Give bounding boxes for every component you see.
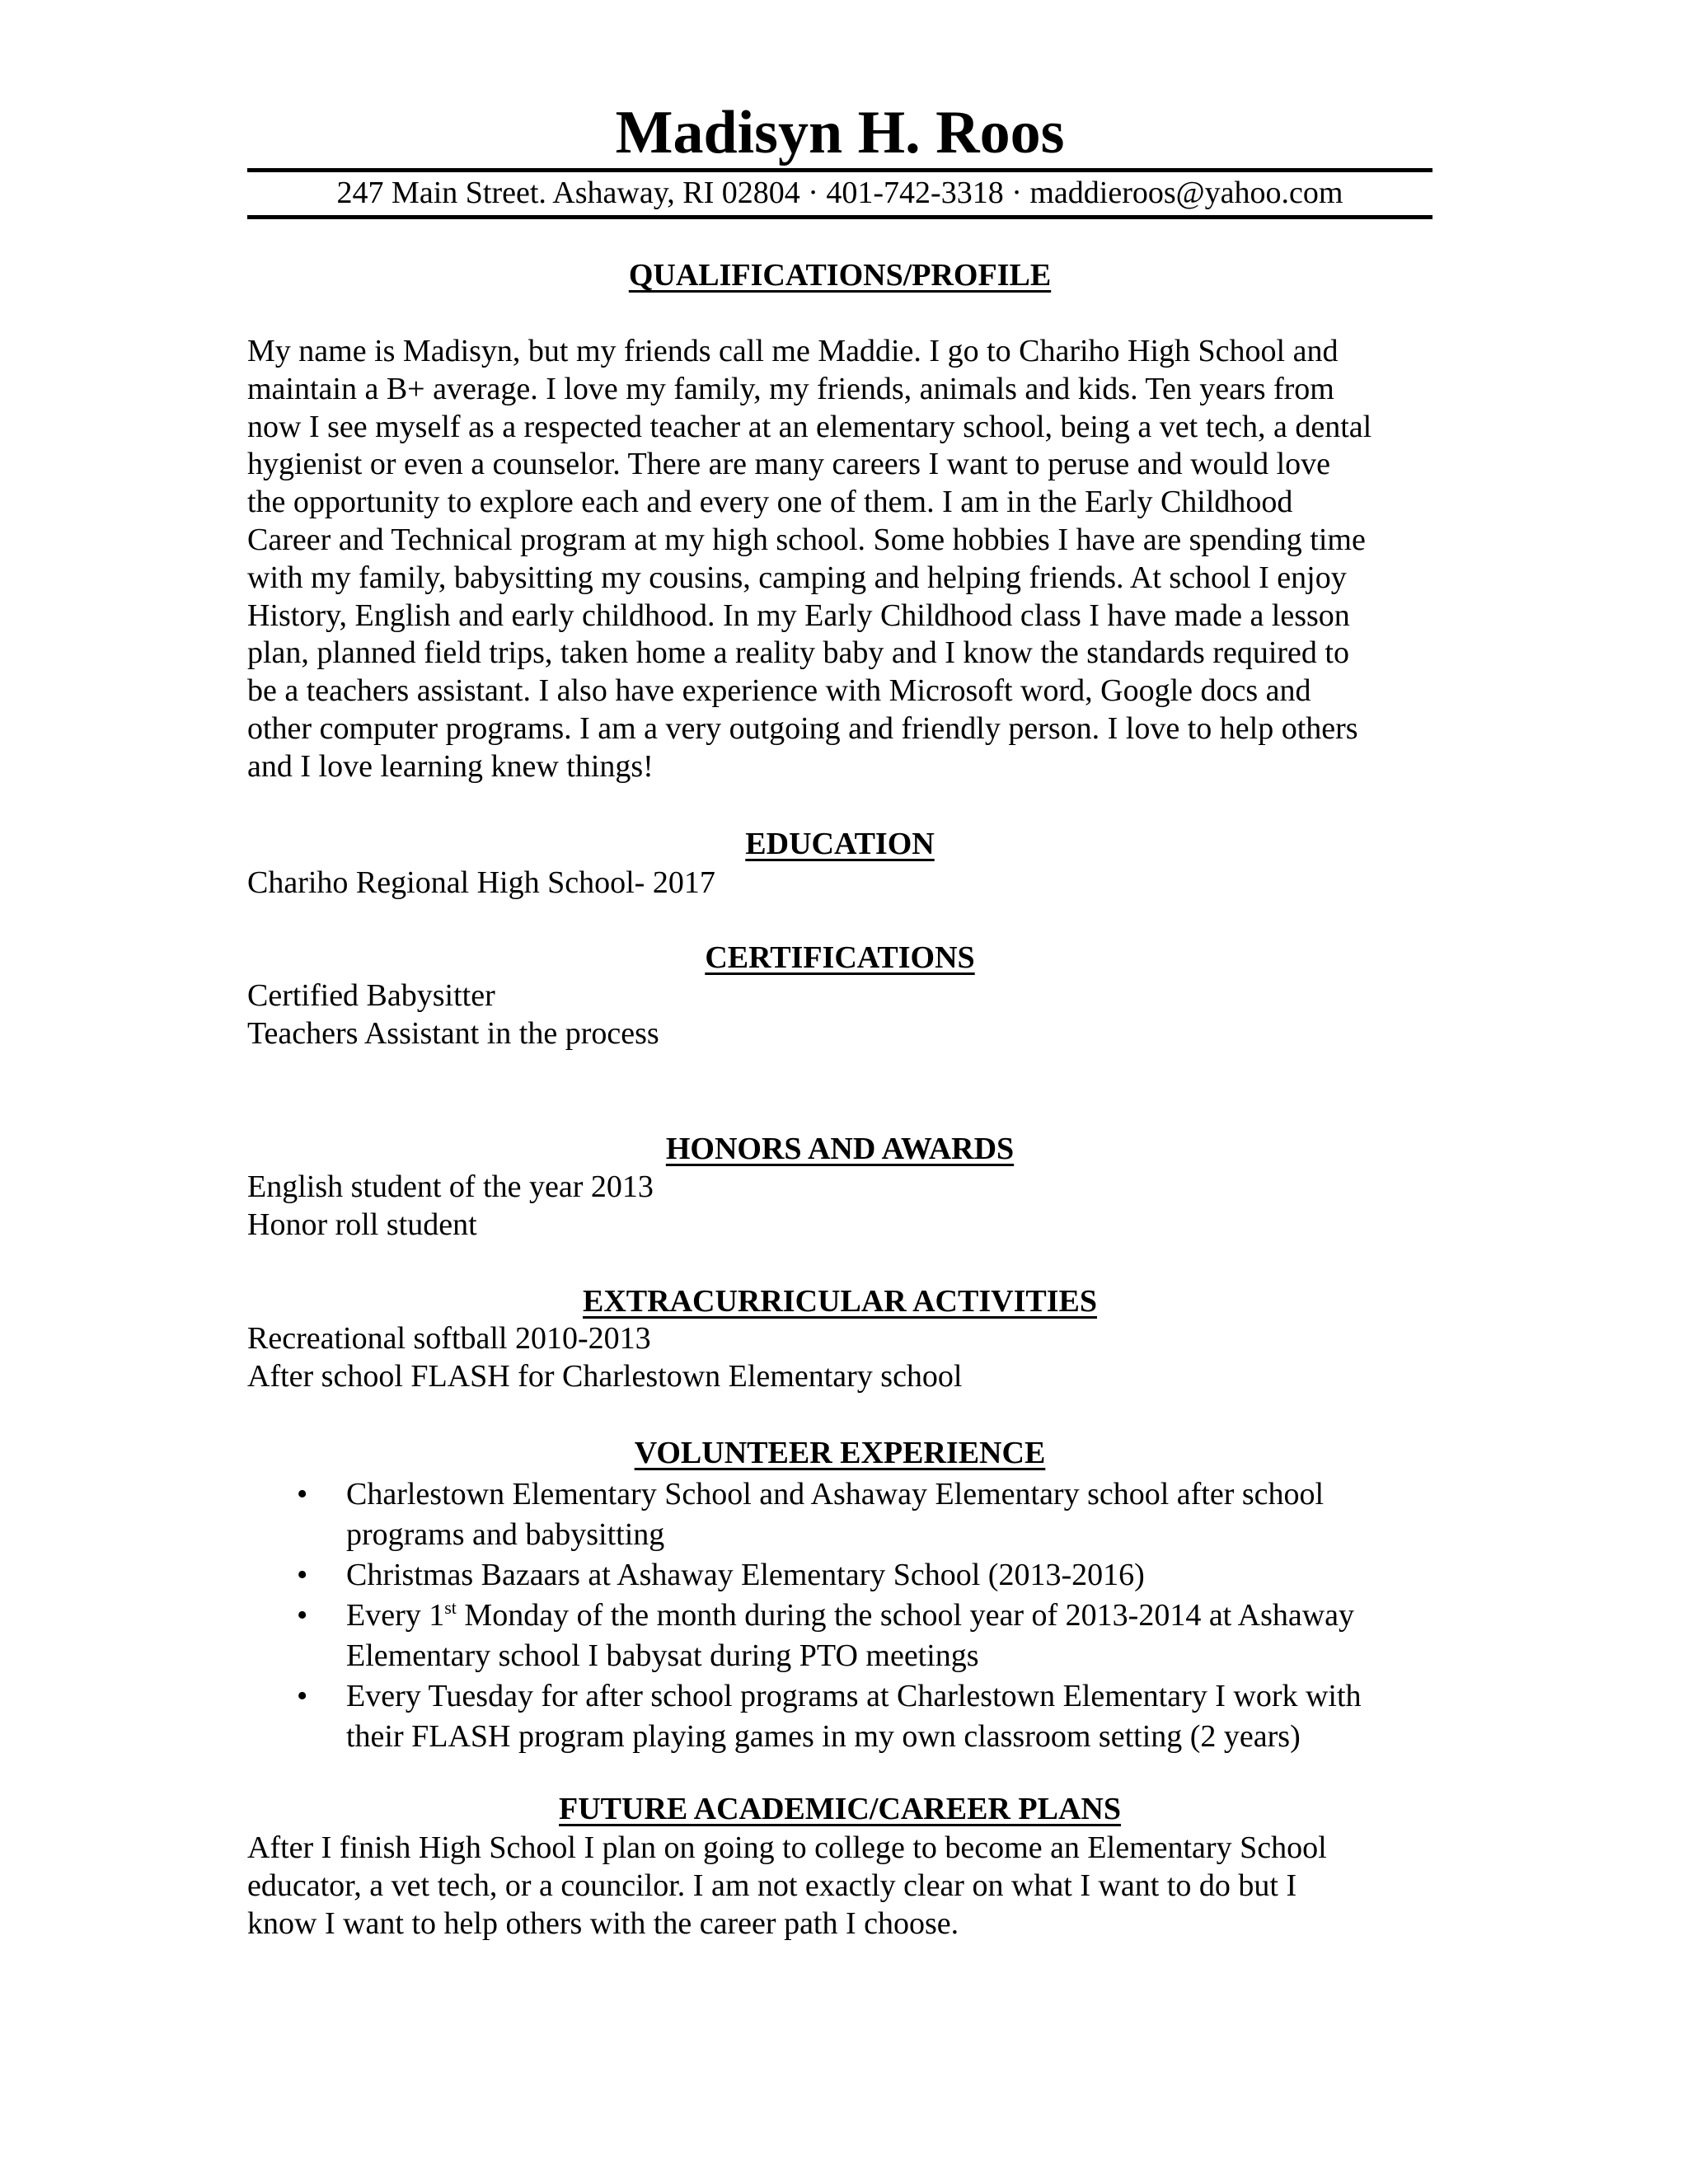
volunteer-item-line: programs and babysitting [346, 1517, 665, 1552]
volunteer-item [247, 1596, 1434, 1676]
paragraph-line: History, English and early childhood. In my Early Childhood class I have made a lesson [247, 598, 1350, 633]
certifications-list [247, 977, 1434, 1053]
honor-item: English student of the year 2013 [247, 1169, 654, 1204]
paragraph-line: Career and Technical program at my high school. Some hobbies I have are spending time [247, 522, 1366, 557]
volunteer-item-line: Elementary school I babysat during PTO meetings [346, 1638, 979, 1673]
extracurricular-list [247, 1320, 1434, 1396]
paragraph-line: plan, planned field trips, taken home a reality baby and I know the standards required to [247, 635, 1349, 671]
volunteer-list [247, 1474, 1434, 1757]
volunteer-item-line: Christmas Bazaars at Ashaway Elementary School (2013-2016) [346, 1558, 1145, 1592]
activity-item: Recreational softball 2010-2013 [247, 1321, 651, 1356]
ordinal-number: Every 1 [346, 1598, 445, 1633]
header-top-rule [247, 168, 1432, 172]
honors-list [247, 1169, 1434, 1244]
education-heading: EDUCATION [745, 827, 935, 861]
header-bottom-rule [247, 215, 1432, 219]
volunteer-item-line: Every Tuesday for after school programs at Charlestown Elementary I work with [346, 1679, 1362, 1713]
volunteer-item [247, 1676, 1434, 1757]
paragraph-line: educator, a vet tech, or a councilor. I am not exactly clear on what I want to do but I [247, 1868, 1297, 1903]
volunteer-heading: VOLUNTEER EXPERIENCE [634, 1436, 1046, 1470]
ordinal-suffix: st [444, 1597, 457, 1618]
education-list [247, 865, 1434, 902]
paragraph-line: other computer programs. I am a very outgoing and friendly person. I love to help others [247, 710, 1358, 746]
bullet-icon: • [297, 1558, 308, 1592]
education-item: Chariho Regional High School- 2017 [247, 865, 715, 900]
volunteer-item [247, 1474, 1434, 1555]
volunteer-item [247, 1555, 1434, 1596]
paragraph-line: hygienist or even a counselor. There are many careers I want to peruse and would love [247, 447, 1331, 482]
qualifications-heading: QUALIFICATIONS/PROFILE [628, 258, 1052, 293]
paragraph-line: be a teachers assistant. I also have experience with Microsoft word, Google docs and [247, 673, 1311, 709]
activity-item: After school FLASH for Charlestown Elementary school [247, 1358, 963, 1394]
paragraph-line: the opportunity to explore each and every one of them. I am in the Early Childhood [247, 485, 1293, 520]
certification-item: Certified Babysitter [247, 978, 495, 1013]
bullet-icon: • [297, 1477, 308, 1511]
honors-heading: HONORS AND AWARDS [665, 1132, 1015, 1166]
extracurricular-heading: EXTRACURRICULAR ACTIVITIES [583, 1284, 1097, 1319]
certifications-heading: CERTIFICATIONS [705, 940, 975, 975]
certification-item: Teachers Assistant in the process [247, 1015, 659, 1051]
honor-item: Honor roll student [247, 1207, 477, 1242]
volunteer-item-line: Charlestown Elementary School and Ashaway Elementary school after school [346, 1477, 1325, 1511]
bullet-icon: • [297, 1679, 308, 1713]
future-plans-paragraph [247, 1830, 1434, 1943]
applicant-name: Madisyn H. Roos [615, 99, 1065, 166]
future-plans-heading: FUTURE ACADEMIC/CAREER PLANS [559, 1792, 1121, 1826]
paragraph-line: with my family, babysitting my cousins, camping and helping friends. At school I enjoy [247, 560, 1347, 595]
volunteer-item-line: their FLASH program playing games in my own classroom setting (2 years) [346, 1719, 1301, 1754]
paragraph-line: maintain a B+ average. I love my family, my friends, animals and kids. Ten years from [247, 371, 1334, 406]
volunteer-item-line [346, 1596, 1434, 1636]
paragraph-line: and I love learning knew things! [247, 748, 654, 784]
contact-line: 247 Main Street. Ashaway, RI 02804 · 401-742-3318 · maddieroos@yahoo.com [336, 176, 1343, 210]
paragraph-line: My name is Madisyn, but my friends call me Maddie. I go to Chariho High School and [247, 334, 1339, 368]
bullet-icon: • [297, 1598, 308, 1633]
paragraph-line: After I finish High School I plan on going to college to become an Elementary School [247, 1830, 1327, 1865]
volunteer-item-text: Monday of the month during the school year of 2013-2014 at Ashaway [456, 1598, 1355, 1633]
qualifications-paragraph [247, 333, 1434, 786]
paragraph-line: now I see myself as a respected teacher at an elementary school, being a vet tech, a dental [247, 409, 1372, 444]
paragraph-line: know I want to help others with the career path I choose. [247, 1905, 959, 1941]
